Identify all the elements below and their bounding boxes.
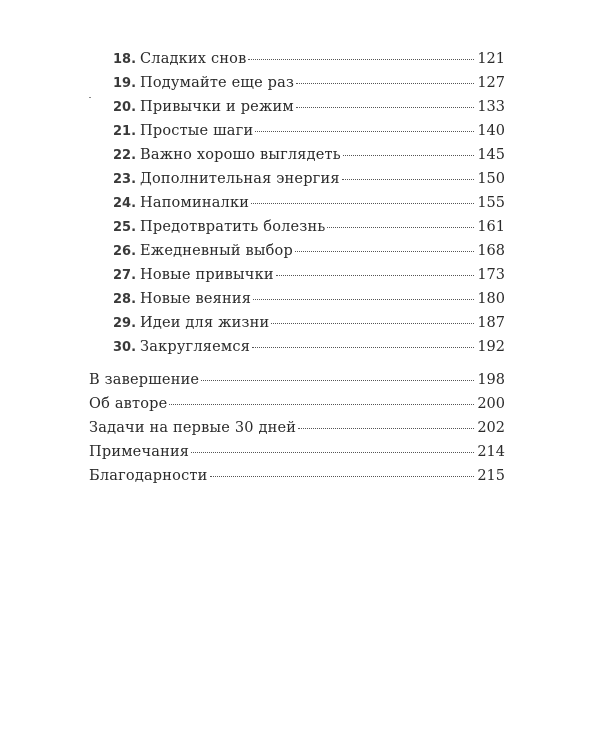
dot-leader [298,428,474,429]
section-title: Об авторе [89,396,168,412]
toc-entry-chapter-26[interactable] [113,241,505,261]
page-number: 180 [477,291,505,307]
page-number: 173 [477,267,505,283]
dot-leader [201,380,474,381]
toc-entry-chapter-24[interactable] [113,193,505,213]
chapter-title: Предотвратить болезнь [140,219,326,235]
dot-leader [296,83,474,84]
page-number: 200 [477,396,505,412]
chapter-number: 18. [113,52,137,67]
page-number: 168 [477,243,505,259]
toc-entry-chapter-18[interactable] [113,49,505,69]
dot-leader [276,275,475,276]
toc-entry-chapter-30[interactable] [113,337,505,357]
chapter-number: 27. [113,268,137,283]
page-number: 155 [477,195,505,211]
chapter-title: Новые привычки [140,267,274,283]
dot-leader [252,347,474,348]
toc-entry-chapter-19[interactable] [113,73,505,93]
toc-entry-chapter-27[interactable] [113,265,505,285]
chapter-number: 26. [113,244,137,259]
dot-leader [255,131,474,132]
dot-leader [191,452,474,453]
dot-leader [342,179,475,180]
dot-leader [169,404,474,405]
chapter-number: 30. [113,340,137,355]
section-title: Благодарности [89,468,208,484]
chapter-title: Подумайте еще раз [140,75,295,91]
toc-entry-chapter-23[interactable] [113,169,505,189]
toc-entry-acknowledgements[interactable] [89,466,505,486]
chapter-number: 23. [113,172,137,187]
page-number: 192 [477,339,505,355]
chapter-title: Идеи для жизни [140,315,270,331]
print-speck [89,97,91,98]
dot-leader [327,227,474,228]
page-number: 198 [477,372,505,388]
page-number: 161 [477,219,505,235]
toc-entry-chapter-22[interactable] [113,145,505,165]
toc-entry-30-day-tasks[interactable] [89,418,505,438]
section-title: Примечания [89,444,190,460]
toc-entry-chapter-21[interactable] [113,121,505,141]
section-title: В завершение [89,372,200,388]
chapter-title: Простые шаги [140,123,254,139]
page-number: 127 [477,75,505,91]
chapter-number: 29. [113,316,137,331]
page-number: 214 [477,444,505,460]
chapter-number: 21. [113,124,137,139]
page-number: 150 [477,171,505,187]
dot-leader [271,323,474,324]
page-number: 215 [477,468,505,484]
chapter-title: Напоминалки [140,195,250,211]
page-number: 140 [477,123,505,139]
chapter-title: Ежедневный выбор [140,243,293,259]
chapter-title: Закругляемся [140,339,251,355]
dot-leader [210,476,475,477]
section-title: Задачи на первые 30 дней [89,420,297,436]
chapter-number: 20. [113,100,137,115]
toc-entry-chapter-20[interactable] [113,97,505,117]
toc-entry-chapter-28[interactable] [113,289,505,309]
dot-leader [296,107,474,108]
chapter-title: Новые веяния [140,291,252,307]
page-number: 121 [477,51,505,67]
dot-leader [343,155,474,156]
page-number: 145 [477,147,505,163]
chapter-number: 19. [113,76,137,91]
chapter-number: 28. [113,292,137,307]
chapter-title: Сладких снов [140,51,247,67]
toc-entry-conclusion[interactable] [89,370,505,390]
page-number: 133 [477,99,505,115]
chapter-title: Привычки и режим [140,99,294,115]
dot-leader [295,251,474,252]
toc-entry-chapter-25[interactable] [113,217,505,237]
dot-leader [253,299,474,300]
chapter-title: Дополнительная энергия [140,171,340,187]
toc-entry-chapter-29[interactable] [113,313,505,333]
toc-entry-notes[interactable] [89,442,505,462]
chapter-number: 24. [113,196,137,211]
chapter-number: 25. [113,220,137,235]
dot-leader [248,59,474,60]
page-number: 187 [477,315,505,331]
page-number: 202 [477,420,505,436]
chapter-number: 22. [113,148,137,163]
dot-leader [251,203,474,204]
toc-entry-about-author[interactable] [89,394,505,414]
chapter-title: Важно хорошо выглядеть [140,147,341,163]
